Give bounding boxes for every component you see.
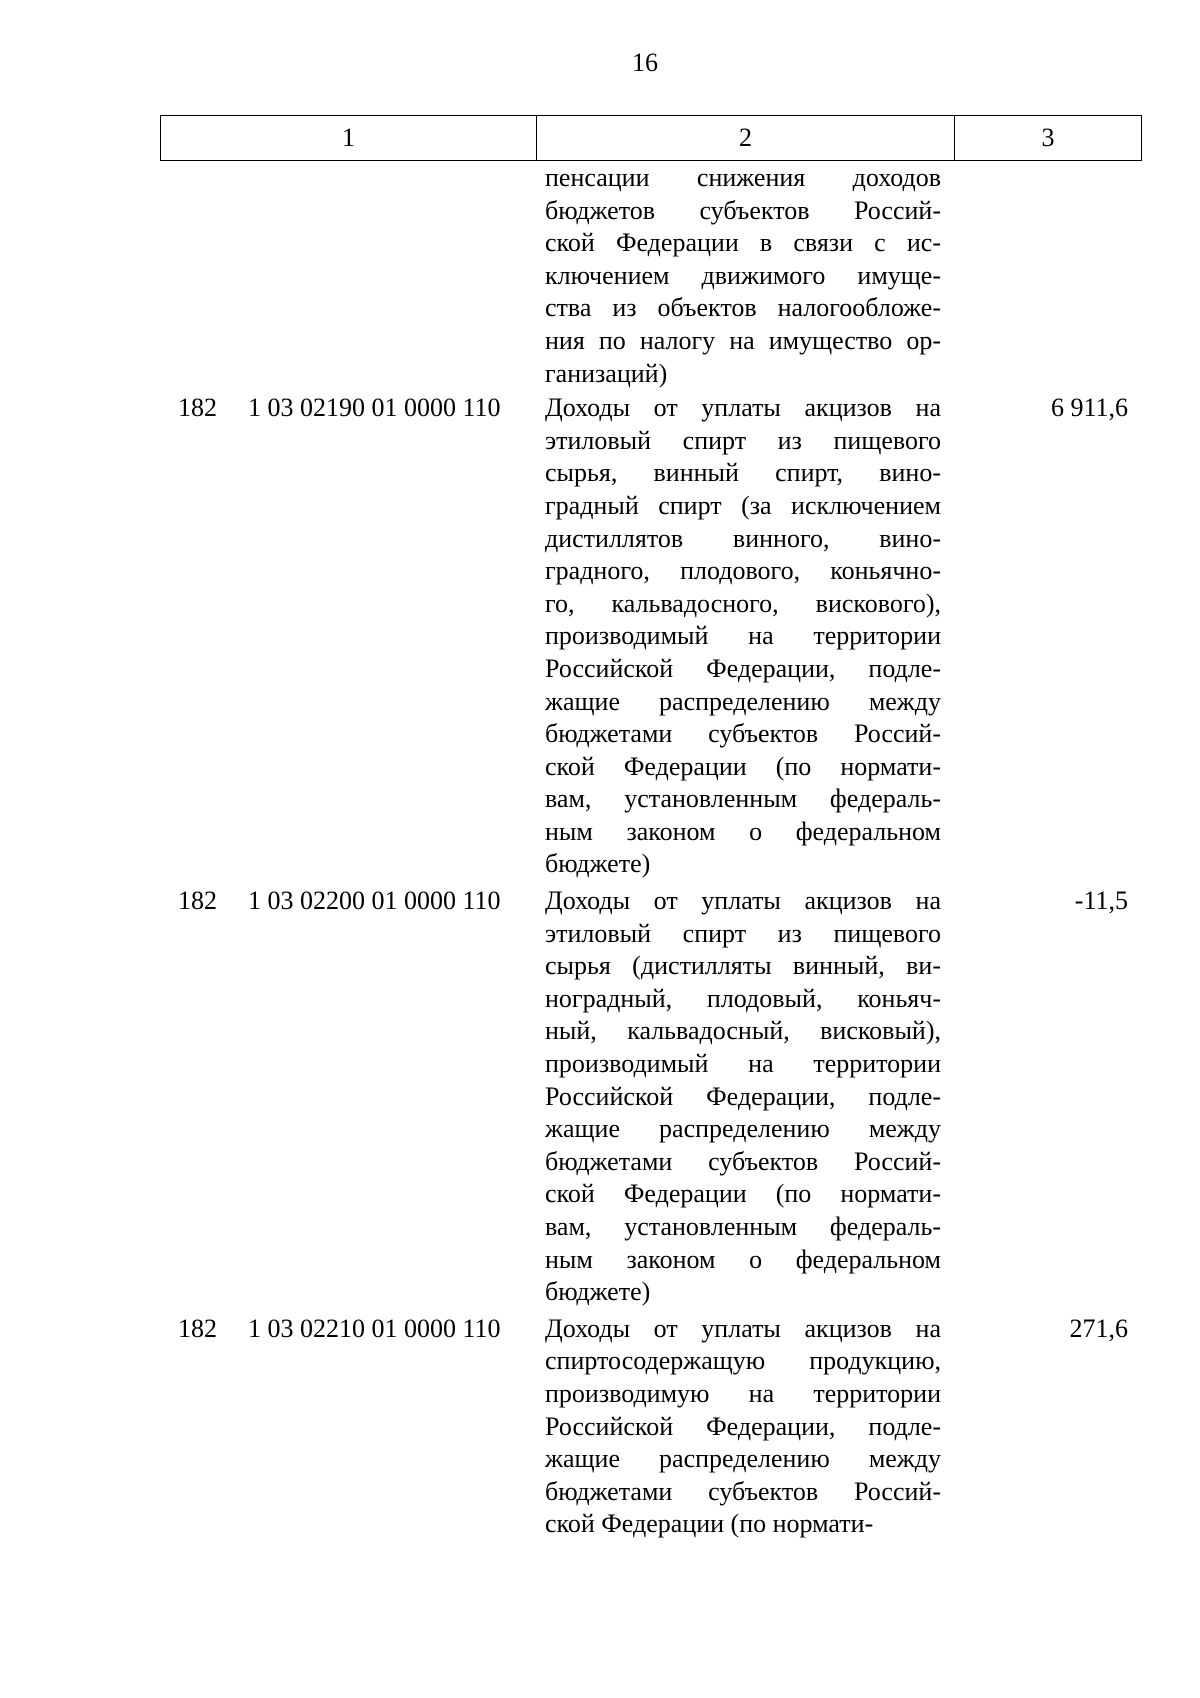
description-line: го, кальвадосного, вискового), (545, 588, 941, 618)
description-line: ным законом о федеральном (545, 1244, 941, 1274)
description-line: этиловый спирт из пищевого (545, 918, 941, 948)
description-line: бюджетами субъектов Россий- (545, 1476, 941, 1506)
description-line: Российской Федерации, подле- (545, 1081, 941, 1111)
description-line: Доходы от уплаты акцизов на (545, 886, 941, 916)
table-body (0, 162, 1200, 1541)
description-line: бюджетами субъектов Россий- (545, 719, 941, 749)
description-line: бюджетов субъектов Россий- (545, 195, 941, 225)
description-line: ской Федерации в связи с ис- (545, 228, 941, 258)
row-budget-code: 1 03 02190 01 0000 110 (248, 393, 501, 423)
description-line: ской Федерации (по нормати- (545, 1509, 874, 1539)
row-amount: 6 911,6 (1050, 393, 1128, 423)
row-budget-code: 1 03 02200 01 0000 110 (248, 886, 501, 916)
description-line: жащие распределению между (545, 1114, 941, 1144)
description-line: жащие распределению между (545, 1444, 941, 1474)
description-line: производимый на территории (545, 1049, 941, 1079)
description-line: вам, установленным федераль- (545, 784, 941, 814)
table-row (0, 162, 1200, 390)
description-line: градный спирт (за исключением (545, 490, 941, 520)
header-col-2: 2 (537, 116, 955, 160)
table-row (0, 885, 1200, 1309)
description-line: сырья, винный спирт, вино- (545, 458, 941, 488)
table-header (160, 115, 1142, 161)
row-admin-code: 182 (178, 886, 217, 916)
description-line: жащие распределению между (545, 686, 941, 716)
row-description (545, 885, 941, 1309)
description-line: бюджетами субъектов Россий- (545, 1146, 941, 1176)
row-admin-code: 182 (178, 393, 217, 423)
table-row (0, 392, 1200, 881)
table-row (0, 1313, 1200, 1541)
description-line: ской Федерации (по нормати- (545, 1179, 941, 1209)
header-col-3: 3 (1041, 123, 1055, 152)
description-line: ный, кальвадосный, висковый), (545, 1016, 941, 1046)
description-line: ноградный, плодовый, коньяч- (545, 983, 941, 1013)
description-line: Российской Федерации, подле- (545, 653, 941, 683)
description-line: сырья (дистилляты винный, ви- (545, 951, 941, 981)
description-line: ской Федерации (по нормати- (545, 751, 941, 781)
row-description (545, 162, 941, 390)
description-line: производимый на территории (545, 621, 941, 651)
description-line: Российской Федерации, подле- (545, 1411, 941, 1441)
description-line: Доходы от уплаты акцизов на (545, 1313, 941, 1343)
description-line: этиловый спирт из пищевого (545, 425, 941, 455)
description-line: Доходы от уплаты акцизов на (545, 393, 941, 423)
description-line: бюджете) (545, 1277, 651, 1307)
row-amount: -11,5 (1074, 886, 1128, 916)
description-line: ключением движимого имуще- (545, 260, 941, 290)
header-col-1: 1 (161, 116, 537, 160)
description-line: ства из объектов налогообложе- (545, 293, 941, 323)
description-line: градного, плодового, коньячно- (545, 556, 941, 586)
row-description (545, 392, 941, 881)
description-line: ным законом о федеральном (545, 816, 941, 846)
row-amount: 271,6 (1069, 1313, 1128, 1343)
row-admin-code: 182 (178, 1313, 217, 1343)
description-line: ния по налогу на имущество ор- (545, 325, 941, 355)
description-line: дистиллятов винного, вино- (545, 523, 941, 553)
description-line: вам, установленным федераль- (545, 1212, 941, 1241)
description-line: производимую на территории (545, 1378, 941, 1408)
description-line: спиртосодержащую продукцию, (545, 1346, 941, 1376)
description-line: бюджете) (545, 849, 651, 879)
row-budget-code: 1 03 02210 01 0000 110 (248, 1313, 501, 1343)
description-line: пенсации снижения доходов (545, 163, 941, 192)
row-description (545, 1313, 941, 1541)
description-line: ганизаций) (545, 358, 668, 388)
page-number: 16 (632, 48, 658, 77)
